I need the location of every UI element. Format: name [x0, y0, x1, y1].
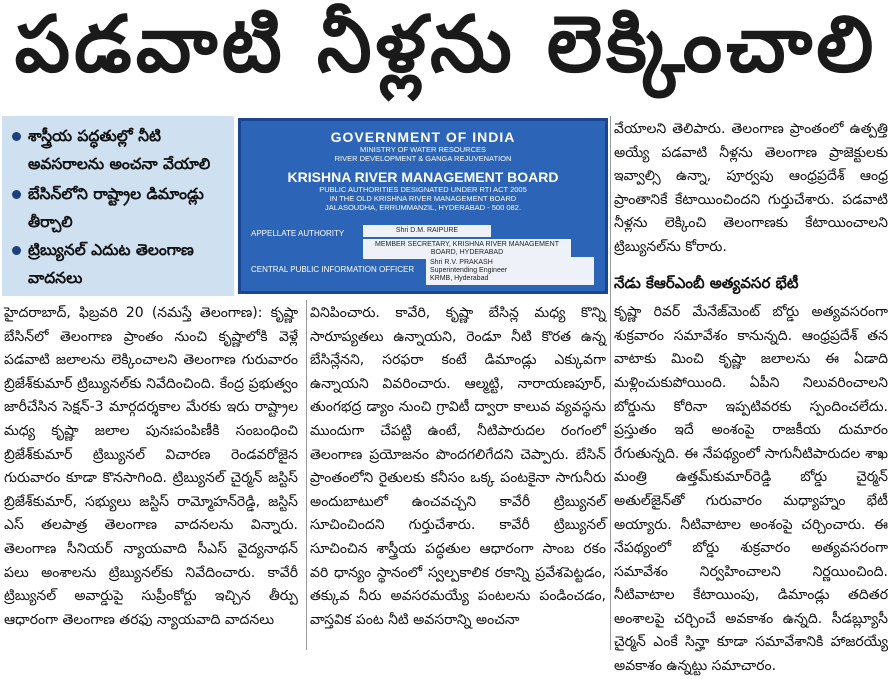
appellate-label: APPELLATE AUTHORITY	[251, 229, 345, 238]
highlights-box	[2, 116, 234, 296]
board-line: RIVER DEVELOPMENT & GANGA REJUVENATION	[334, 154, 512, 163]
highlight-item: బేసిన్‌లోని రాష్ట్రాల డిమాండ్లు తీర్చాలి	[2, 180, 234, 236]
appellate-designation: MEMBER SECRETARY, KRISHNA RIVER MANAGEMENT BOARD, HYDERABAD	[363, 239, 571, 259]
highlight-item: శాస్త్రీయ పద్ధతుల్లో నీటి అవసరాలను అంచనా వేయాలి	[2, 122, 234, 178]
bullet-dot-icon	[12, 246, 21, 255]
subheading: నేడు కేఆర్ఎంబీ అత్యవసర భేటీ	[614, 273, 799, 292]
column-divider	[306, 300, 307, 650]
cpio-name: Shri R.V. PRAKASH	[430, 259, 493, 266]
board-line: MINISTRY OF WATER RESOURCES	[360, 145, 486, 154]
board-line: PUBLIC AUTHORITIES DESIGNATED UNDER RTI ACT 2005	[319, 185, 527, 194]
board-title: KRISHNA RIVER MANAGEMENT BOARD	[287, 169, 559, 185]
board-line: IN THE OLD KRISHNA RIVER MANAGEMENT BOARD	[329, 194, 517, 203]
cpio-box	[426, 257, 594, 285]
appellate-name: Shri D.M. RAIPURE	[363, 225, 491, 237]
cpio-designation: Superintending Engineer	[430, 267, 508, 274]
article-column-3: వేయాలని తెలిపారు. తెలంగాణ ప్రాంతంలో ఉత్పత్తి అయ్యే పడవాటి నీళ్లను తెలంగాణ ప్రాజెక్టులకు ఇవ్వాల్సి ఉన్నా, పూర్వపు ఆంధ్రప్రదేశ్ ఆంధ్ర ప్రాంతానికే కేటాయించిందని గుర్తుచేశారు. పడవాటి నీళ్లను లెక్కించి తెలంగాణకు కేటాయించాలని ట్రిబ్యునల్‌ను కోరారు. నేడు కేఆర్ఎంబీ అత్యవసర భేటీ కృష్ణా రివర్ మేనేజ్‌మెంట్ బోర్డు అత్యవసరంగా శుక్రవారం సమావేశం కానున్నది. ఆంధ్రప్రదేశ్ తన వాటాకు మించి కృష్ణా జలాలను ఈ ఏడాది మళ్లించుకుపోయింది. ఏపీని నిలువరించాలని బోర్డును కోరినా ఇప్పటివరకు స్పందించలేదు. ప్రస్తుతం ఇదే అంశంపై రాజకీయ దుమారం రేగుతున్నది. ఈ నేపథ్యంలో సాగునీటిపారుదల శాఖ మంత్రి ఉత్తమ్‌కుమార్‌రెడ్డి బోర్డు చైర్మన్ అతుల్‌జైన్‌తో గురువారం మధ్యాహ్నం భేటీ అయ్యారు. నీటివాటాల అంశంపై చర్చించారు. ఈ నేపథ్యంలో బోర్డు శుక్రవారం అత్యవసరంగా సమావేశం నిర్వహించాలని నిర్ణయించింది. నీటివాటాల కేటాయింపు, డిమాండ్లు తదితర అంశాలపై చర్చించే అవకాశం ఉన్నది. సీడబ్ల్యూసీ చైర్మన్ ఎంకే సిన్హా కూడా సమావేశానికి హాజరయ్యే అవకాశం ఉన్నట్టు సమాచారం.	[614, 121, 888, 675]
article-column-2: వినిపించారు. కావేరి, కృష్ణా బేసిన్ల మధ్య కొన్ని సారూప్యతలు ఉన్నాయని, రెండూ నీటి కొరత ఉన్న బేసిన్లేనని, సరఫరా కంటే డిమాండ్లు ఎక్కువగా ఉన్నాయని వివరించారు. ఆల్మట్టి, నారాయణపూర్, తుంగభద్ర డ్యాం నుంచి గ్రావిటీ ద్వారా కాలువ వ్యవస్థను ముందుగా చేపట్టి ఉంటే, నీటిపారుదల రంగంలో తెలంగాణ ప్రయోజనం పొందగలిగేదని చెప్పారు. బేసిన్ ప్రాంతంలోని రైతులకు కనీసం ఒక్క పంటకైనా సాగునీరు అందుబాటులో ఉంచవచ్చని కావేరీ ట్రిబ్యునల్ సూచించిందని గుర్తుచేశారు. కావేరీ ట్రిబ్యునల్ సూచించిన శాస్త్రీయ పద్ధతుల ఆధారంగా సాంబ రకం వరి ధాన్యం స్థానంలో స్వల్పకాలిక రకాన్ని ప్రవేశపెట్టడం, తక్కువ నీరు అవసరమయ్యే పంటలను పండించడం, వాస్తవిక పంట నీటి అవసరాన్ని అంచనా	[310, 305, 606, 628]
bullet-dot-icon	[12, 190, 21, 199]
board-line: JALASOUDHA, ERRUMMANZIL, HYDERABAD - 500 082.	[325, 203, 521, 212]
krmb-signboard-photo	[238, 118, 608, 294]
article-column-1: హైదరాబాద్, ఫిబ్రవరి 20 (నమస్తే తెలంగాణ): కృష్ణా బేసిన్‌లో తెలంగాణ ప్రాంతం నుంచి కృష్ణాలోకి వెళ్లే పడవాటి జలాలను లెక్కించాలని తెలంగాణ గురువారం బ్రిజేశ్‌కుమార్ ట్రిబ్యునల్‌కు నివేదించింది. కేంద్ర ప్రభుత్వం జారీచేసిన సెక్షన్-3 మార్గదర్శకాల మేరకు ఇరు రాష్ట్రాల మధ్య కృష్ణా జలాల పునఃపంపిణీకి సంబంధించి బ్రిజేశ్‌కుమార్ ట్రిబ్యునల్ విచారణ రెండవరోజైన గురువారం కూడా కొనసాగింది. ట్రిబ్యునల్ చైర్మన్ జస్టిస్ బ్రిజేశ్‌కుమార్, సభ్యులు జస్టిస్ రామ్మోహన్‌రెడ్డి, జస్టిస్ ఎస్ తలపాత్ర తెలంగాణ వాదనలను విన్నారు. తెలంగాణ సీనియర్ న్యాయవాది సీఎస్ వైద్యనాథన్ పలు అంశాలను ట్రిబ్యునల్‌కు నివేదించారు. కావేరీ ట్రిబ్యునల్ అవార్డుపై సుప్రీంకోర్టు ఇచ్చిన తీర్పు ఆధారంగా తెలంగాణ తరఫు న్యాయవాది వాదనలు	[4, 305, 298, 628]
column-divider	[610, 116, 611, 650]
cpio-office: KRMB, Hyderabad	[430, 275, 489, 282]
cpio-label: CENTRAL PUBLIC INFORMATION OFFICER	[251, 265, 415, 274]
highlight-item: ట్రిబ్యునల్ ఎదుట తెలంగాణ వాదనలు	[2, 236, 234, 292]
bullet-dot-icon	[12, 132, 21, 141]
board-line: GOVERNMENT OF INDIA	[330, 129, 516, 145]
headline: పడవాటి నీళ్లను లెక్కించాలి	[14, 0, 878, 90]
